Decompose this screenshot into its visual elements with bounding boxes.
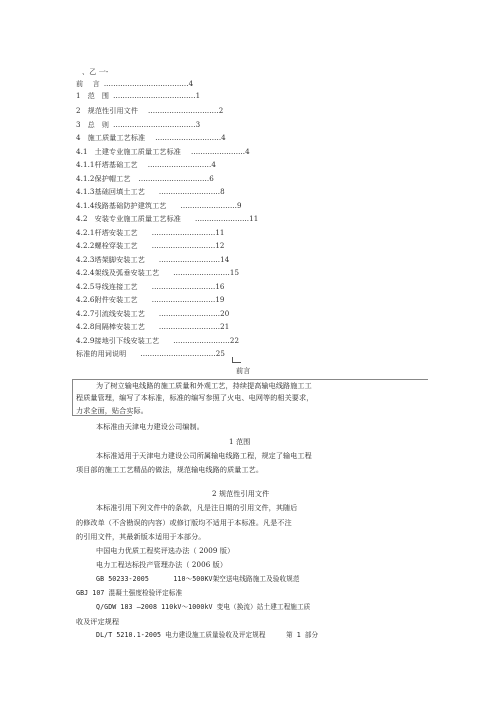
section-1-title: 1 范围 xyxy=(229,437,251,446)
toc-entry[interactable]: 4.2.5导线连接工艺 ...........................16 xyxy=(76,282,225,291)
toc-header: 、乙 一- xyxy=(82,67,109,76)
toc-entry[interactable]: 4.2.8间隔棒安装工艺 ..........................21 xyxy=(76,322,230,331)
toc-entry[interactable]: 4 施工质量工艺标准 ............................4 xyxy=(76,133,226,142)
reference-item-continued: 收及评定规程 xyxy=(76,617,120,626)
toc-entry[interactable]: 4.2 安装专业施工质量工艺标准 .......................11 xyxy=(76,214,259,223)
reference-item: GB 50233-2005 110～500KV架空送电线路施工及验收规范 xyxy=(96,575,300,583)
text-frame-bottom xyxy=(72,415,132,416)
preface-title: 前言 xyxy=(236,366,251,375)
toc-entry[interactable]: 4.1.3基础回填土工艺 ..........................8 xyxy=(76,187,225,196)
preface-paragraph-line: 力求全面，贴合实际。 xyxy=(76,406,148,415)
toc-entry[interactable]: 1 范 围 ...................................1 xyxy=(76,91,201,100)
preface-paragraph-line: 本标准由天津电力建设公司编制。 xyxy=(96,422,204,431)
toc-entry[interactable]: 4.2.3塔架脚安装工艺 ..........................14 xyxy=(76,255,230,264)
text-frame-top xyxy=(72,379,428,380)
toc-entry[interactable]: 4.1 土建专业施工质量工艺标准 .......................4 xyxy=(76,147,250,156)
section-2-line: 的修改单（不含勘误的内容）或修订版均不适用于本标准。凡是不注 xyxy=(76,518,292,527)
section-2-line: 本标准引用下列文件中的条款，凡是注日期的引用文件，其随后 xyxy=(96,503,298,512)
section-1-line: 项目部的施工工艺精品的做法，规范输电线路的质量工艺。 xyxy=(76,465,264,474)
reference-item: GBJ 107 混凝土强度检验评定标准 xyxy=(76,589,183,597)
toc-entry[interactable]: 4.2.4架线及弧垂安装工艺 ........................15 xyxy=(76,268,240,277)
corner-mark xyxy=(232,357,241,363)
toc-entry[interactable]: 4.1.2保护帽工艺 ..............................6 xyxy=(76,174,214,183)
toc-entry[interactable]: 前 言 ....................................4 xyxy=(76,79,194,88)
preface-paragraph-line: 程质量管理，编写了本标准，标准的编写参照了火电、电网等的相关要求， xyxy=(76,393,314,402)
toc-entry[interactable]: 4.1.4线路基础防护建筑工艺 ........................9 xyxy=(76,201,242,210)
toc-entry[interactable]: 4.2.2螺栓穿装工艺 ...........................12 xyxy=(76,241,225,250)
preface-paragraph-line: 为了树立输电线路的施工质量和外观工艺，持续提高输电线路施工工 xyxy=(96,381,312,390)
toc-entry[interactable]: 4.2.7引流线安装工艺 ..........................20 xyxy=(76,309,230,318)
toc-entry[interactable]: 2 规范性引用文件 ..............................2 xyxy=(76,106,224,115)
section-1-line: 本标准适用于天津电力建设公司所属输电线路工程，规定了输电工程 xyxy=(96,451,312,460)
toc-entry[interactable]: 标准的用词说明 ................................25 xyxy=(76,349,225,358)
section-2-title: 2 规范性引用文件 xyxy=(212,489,270,498)
text-frame-left xyxy=(72,379,73,416)
toc-entry[interactable]: 3 总 则 ...................................3 xyxy=(76,120,201,129)
toc-entry[interactable]: 4.2.6附件安装工艺 ...........................19 xyxy=(76,295,225,304)
toc-entry[interactable]: 4.2.1杆塔安装工艺 ...........................11 xyxy=(76,228,225,237)
toc-entry[interactable]: 4.2.9接地引下线安装工艺 ........................22 xyxy=(76,336,240,345)
reference-item: DL/T 5210.1-2005 电力建设施工质量验收及评定规程 第 1 部分 xyxy=(96,631,319,639)
reference-item: 电力工程达标投产管理办法（ 2006 版） xyxy=(96,560,228,569)
section-2-line: 的引用文件，其最新版本适用于本部分。 xyxy=(76,532,206,541)
toc-entry[interactable]: 4.1.1杆塔基础工艺 ...........................4 xyxy=(76,160,216,169)
reference-item: Q/GDW 183 —2008 110kV～1000kV 变电（换流）站土建工程施工质 xyxy=(96,603,311,611)
reference-item: 中国电力优质工程奖评选办法（ 2009 版） xyxy=(96,546,235,555)
